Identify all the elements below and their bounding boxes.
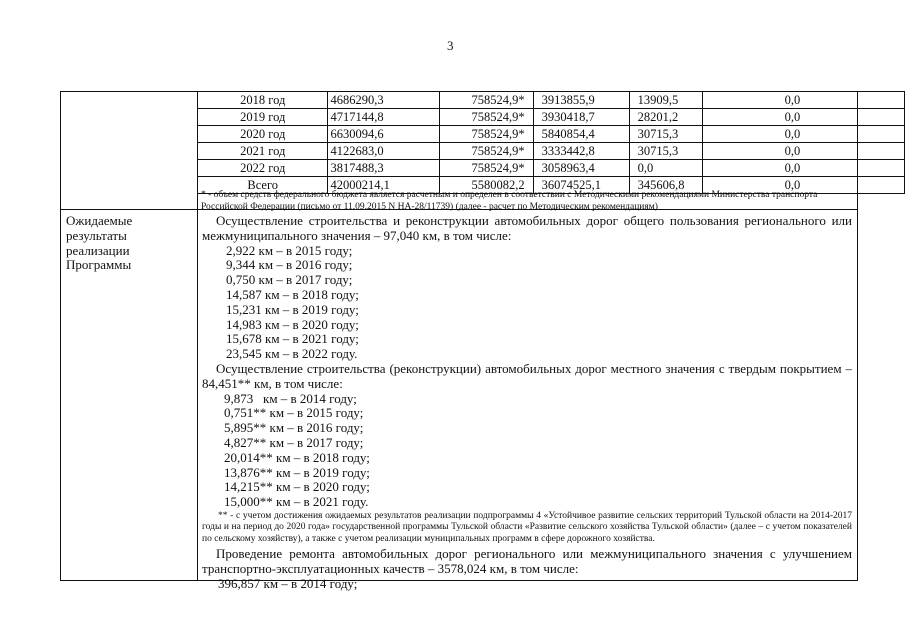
list-item: 15,000** км – в 2021 году. <box>224 494 369 510</box>
cell-regional: 5840854,4 <box>533 126 629 143</box>
cell-regional: 36074525,1 <box>533 177 629 194</box>
cell-total: 6630094,6 <box>328 126 440 143</box>
cell-year: 2019 год <box>198 109 328 126</box>
table-row <box>198 160 905 177</box>
cell-municipal: 28201,2 <box>629 109 702 126</box>
regional-construction-list <box>202 244 852 362</box>
cell-total: 4717144,8 <box>328 109 440 126</box>
cell-municipal: 13909,5 <box>629 92 702 109</box>
paragraph-regional-repair: Проведение ремонта автомобильных дорог регионального или межмуниципального значения с улучшением транспортно-эксплуатационных качеств – 3578,024 км, в том числе: <box>202 546 852 577</box>
cell-total: 4122683,0 <box>328 143 440 160</box>
paragraph-regional-construction: Осуществление строительства и реконструкции автомобильных дорог общего пользования регионального или межмуниципального значения – 97,040 км, в том числе: <box>202 213 852 243</box>
results-label: Ожидаемые результаты реализации Программы <box>66 213 133 273</box>
page-number: 3 <box>447 38 454 53</box>
cell-federal: 758524,9* <box>440 126 533 143</box>
table-row <box>198 92 905 109</box>
list-item: 14,587 км – в 2018 году; <box>226 286 359 302</box>
list-item: 14,983 км – в 2020 году; <box>226 316 359 332</box>
paragraph-local-construction: Осуществление строительства (реконструкции) автомобильных дорог местного значения с твердым покрытием – 84,451** км, в том числе: <box>202 360 852 391</box>
list-item: 396,857 км – в 2014 году; <box>218 576 358 592</box>
cell-year: Всего <box>198 177 328 194</box>
table-row <box>198 143 905 160</box>
list-item: 0,750 км – в 2017 году; <box>226 272 353 288</box>
table-row <box>198 109 905 126</box>
list-item: 0,751** км – в 2015 году; <box>224 405 364 421</box>
list-item: 9,873 км – в 2014 году; <box>224 390 357 406</box>
cell-total: 3817488,3 <box>328 160 440 177</box>
table-row <box>198 126 905 143</box>
cell-other: 0,0 <box>702 143 904 160</box>
list-item: 15,678 км – в 2021 году; <box>226 331 359 347</box>
list-item: 5,895** км – в 2016 году; <box>224 420 364 436</box>
cell-other: 0,0 <box>702 126 904 143</box>
cell-federal: 758524,9* <box>440 92 533 109</box>
cell-municipal: 0,0 <box>629 160 702 177</box>
list-item: 15,231 км – в 2019 году; <box>226 301 359 317</box>
list-item: 20,014** км – в 2018 году; <box>224 449 370 465</box>
federal-budget-footnote: * - объем средств федерального бюджета является расчетным и определен в соответствии с Методическими рекомендациями Министерства транспорта Российской Федерации (письмо от 11.09.2015 N НА-28/11739) (далее - расчет по Методическим рекомендациям) <box>201 190 818 212</box>
cell-year: 2021 год <box>198 143 328 160</box>
list-item: 4,827** км – в 2017 году; <box>224 434 364 450</box>
cell-federal: 5580082,2 <box>440 177 533 194</box>
cell-total: 4686290,3 <box>328 92 440 109</box>
cell-total: 42000214,1 <box>328 177 440 194</box>
cell-federal: 758524,9* <box>440 109 533 126</box>
cell-regional: 3913855,9 <box>533 92 629 109</box>
results-content <box>202 214 852 592</box>
list-item: 13,876** км – в 2019 году; <box>224 464 370 480</box>
list-item: 23,545 км – в 2022 году. <box>226 346 358 362</box>
cell-municipal: 345606,8 <box>629 177 702 194</box>
cell-other: 0,0 <box>702 92 904 109</box>
list-item: 9,344 км – в 2016 году; <box>226 257 353 273</box>
cell-year: 2022 год <box>198 160 328 177</box>
cell-year: 2020 год <box>198 126 328 143</box>
cell-federal: 758524,9* <box>440 143 533 160</box>
regional-repair-list <box>202 577 852 592</box>
local-construction-list <box>202 392 852 510</box>
cell-municipal: 30715,3 <box>629 126 702 143</box>
cell-federal: 758524,9* <box>440 160 533 177</box>
cell-other: 0,0 <box>702 160 904 177</box>
cell-year: 2018 год <box>198 92 328 109</box>
cell-regional: 3333442,8 <box>533 143 629 160</box>
cell-regional: 3058963,4 <box>533 160 629 177</box>
cell-regional: 3930418,7 <box>533 109 629 126</box>
cell-other: 0,0 <box>702 109 904 126</box>
list-item: 2,922 км – в 2015 году; <box>226 242 353 258</box>
rural-footnote: ** - с учетом достижения ожидаемых результатов реализации подпрограммы 4 «Устойчивое развитие сельских территорий Тульской области на 2014-2017 годы и на период до 2020 года» государственной программы Тульской области «Развитие сельского хозяйства Тульской области» (далее – с учетом показателей по сельскому хозяйству), а также с учетом реализации муниципальных программ в сфере дорожного хозяйства. <box>202 510 852 544</box>
cell-municipal: 30715,3 <box>629 143 702 160</box>
finance-table <box>197 91 905 194</box>
list-item: 14,215** км – в 2020 году; <box>224 479 370 495</box>
cell-other: 0,0 <box>702 177 904 194</box>
